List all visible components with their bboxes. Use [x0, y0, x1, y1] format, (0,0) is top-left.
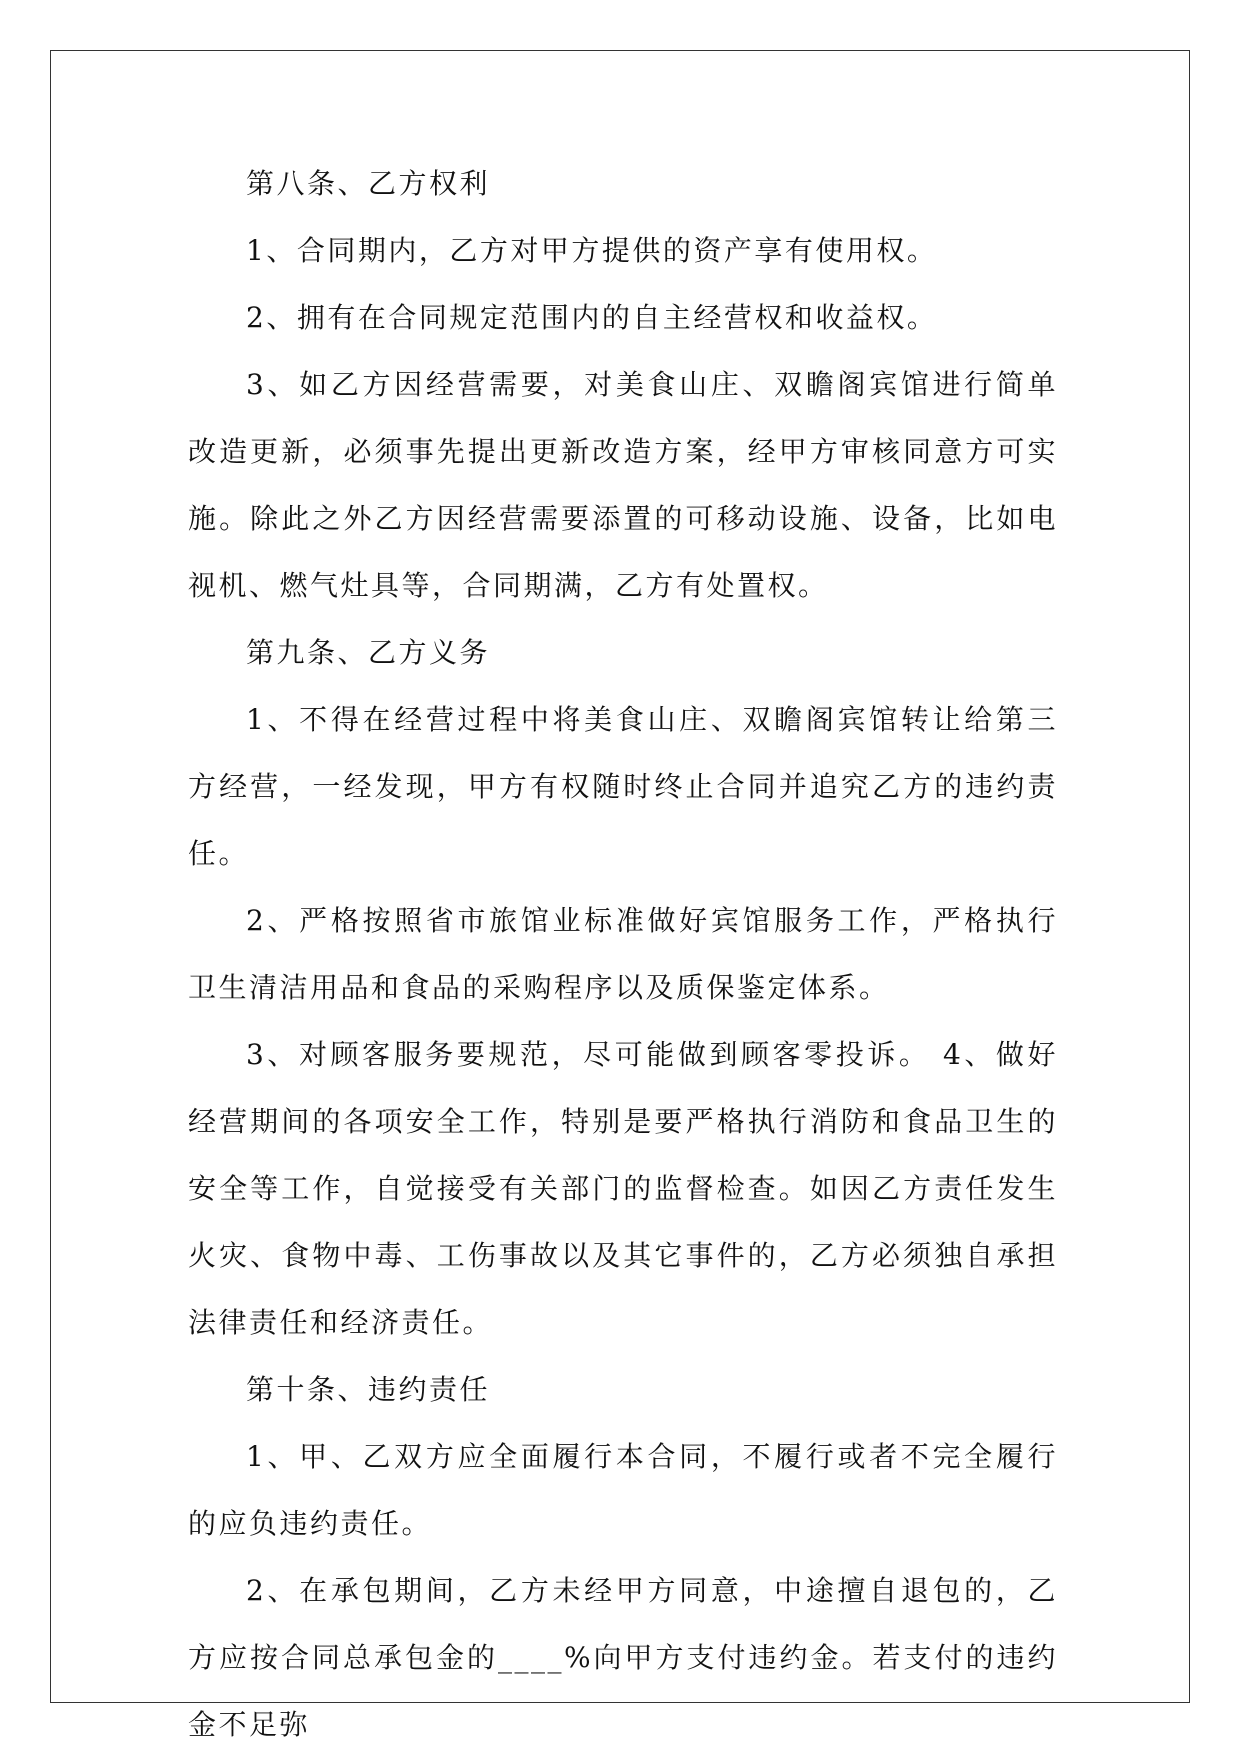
- paragraph: 2、拥有在合同规定范围内的自主经营权和收益权。: [246, 301, 938, 334]
- paragraph: 1、合同期内，乙方对甲方提供的资产享有使用权。: [246, 234, 938, 267]
- section-heading-article-8: 第八条、乙方权利: [246, 167, 491, 200]
- paragraph: 3、如乙方因经营需要，对美食山庄、双瞻阁宾馆进行简单改造更新，必须事先提出更新改造方案，经甲方审核同意方可实施。除此之外乙方因经营需要添置的可移动设施、设备，比如电视机、燃气灶具等，合同期满，乙方有处置权。: [188, 368, 1058, 602]
- document-body: [188, 150, 1058, 1758]
- section-heading-article-9: 第九条、乙方义务: [246, 636, 491, 669]
- paragraph: 2、严格按照省市旅馆业标准做好宾馆服务工作，严格执行卫生清洁用品和食品的采购程序以及质保鉴定体系。: [188, 904, 1058, 1004]
- paragraph: 1、不得在经营过程中将美食山庄、双瞻阁宾馆转让给第三方经营，一经发现，甲方有权随时终止合同并追究乙方的违约责任。: [188, 703, 1058, 870]
- paragraph: 1、甲、乙双方应全面履行本合同，不履行或者不完全履行的应负违约责任。: [188, 1440, 1058, 1540]
- section-heading-article-10: 第十条、违约责任: [246, 1373, 491, 1406]
- paragraph: 3、对顾客服务要规范，尽可能做到顾客零投诉。 4、做好经营期间的各项安全工作，特别是要严格执行消防和食品卫生的安全等工作，自觉接受有关部门的监督检查。如因乙方责任发生火灾、食物中毒、工伤事故以及其它事件的，乙方必须独自承担法律责任和经济责任。: [188, 1038, 1058, 1339]
- paragraph: 2、在承包期间，乙方未经甲方同意，中途擅自退包的，乙方应按合同总承包金的____%向甲方支付违约金。若支付的违约金不足弥: [188, 1574, 1058, 1741]
